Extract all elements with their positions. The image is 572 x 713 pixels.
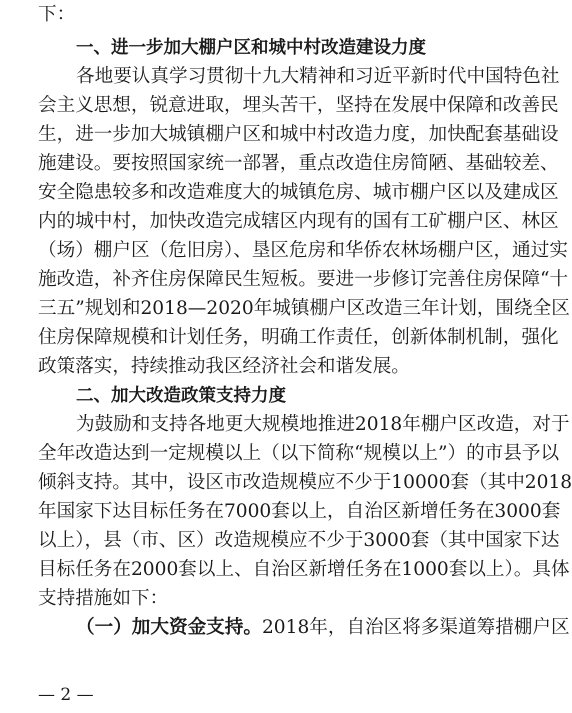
section1-paragraph-line: 生，进一步加大城镇棚户区和城中村改造力度，加快配套基础设 bbox=[38, 124, 559, 145]
section1-paragraph-line: 施改造，补齐住房保障民生短板。要进一步修订完善住房保障“十 bbox=[38, 269, 569, 290]
section2-paragraph-line: 全年改造达到一定规模以上（以下简称“规模以上”）的市县予以 bbox=[38, 443, 560, 464]
subsection1-text: 2018年，自治区将多渠道筹措棚户区 bbox=[261, 617, 570, 638]
section2-paragraph-line: 以上），县（市、区）改造规模应不少于3000套（其中国家下达 bbox=[38, 530, 560, 551]
section1-paragraph-line: 住房保障规模和计划任务，明确工作责任，创新体制机制，强化 bbox=[38, 327, 559, 348]
section1-paragraph-line: 会主义思想，锐意进取，埋头苦干，坚持在发展中保障和改善民 bbox=[38, 95, 559, 116]
section2-heading: 二、加大改造政策支持力度 bbox=[76, 386, 286, 406]
top-fragment-text: 下： bbox=[38, 4, 76, 25]
section1-paragraph-line: 内的城中村，加快改造完成辖区内现有的国有工矿棚户区、林区 bbox=[38, 211, 559, 232]
subsection1-label: （一）加大资金支持。 bbox=[76, 617, 262, 638]
section1-paragraph-line: 政策落实，持续推动我区经济社会和谐发展。 bbox=[38, 356, 410, 377]
section2-paragraph-line: 目标任务在2000套以上、自治区新增任务在1000套以上）。具体 bbox=[38, 559, 570, 580]
section1-paragraph-line: 安全隐患较多和改造难度大的城镇危房、城市棚户区以及建成区 bbox=[38, 182, 559, 203]
section2-paragraph-line: 倾斜支持。其中，设区市改造规模应不少于10000套（其中2018 bbox=[38, 472, 572, 493]
section1-paragraph-line: （场）棚户区（危旧房）、垦区危房和华侨农林场棚户区，通过实 bbox=[38, 240, 568, 261]
section2-paragraph-line: 为鼓励和支持各地更大规模地推进2018年棚户区改造，对于 bbox=[76, 414, 570, 435]
section1-paragraph-line: 施建设。要按照国家统一部署，重点改造住房简陋、基础较差、 bbox=[38, 153, 559, 174]
page-number: — 2 — bbox=[38, 685, 94, 705]
subsection1-line bbox=[76, 615, 570, 641]
section1-paragraph-line: 各地要认真学习贯彻十九大精神和习近平新时代中国特色社 bbox=[76, 66, 560, 87]
section2-paragraph-line: 年国家下达目标任务在7000套以上，自治区新增任务在3000套 bbox=[38, 501, 561, 522]
section2-paragraph-line: 支持措施如下： bbox=[38, 588, 169, 609]
section1-heading: 一、进一步加大棚户区和城中村改造建设力度 bbox=[76, 38, 426, 58]
section1-paragraph-line: 三五”规划和2018—2020年城镇棚户区改造三年计划，围绕全区 bbox=[38, 298, 570, 319]
